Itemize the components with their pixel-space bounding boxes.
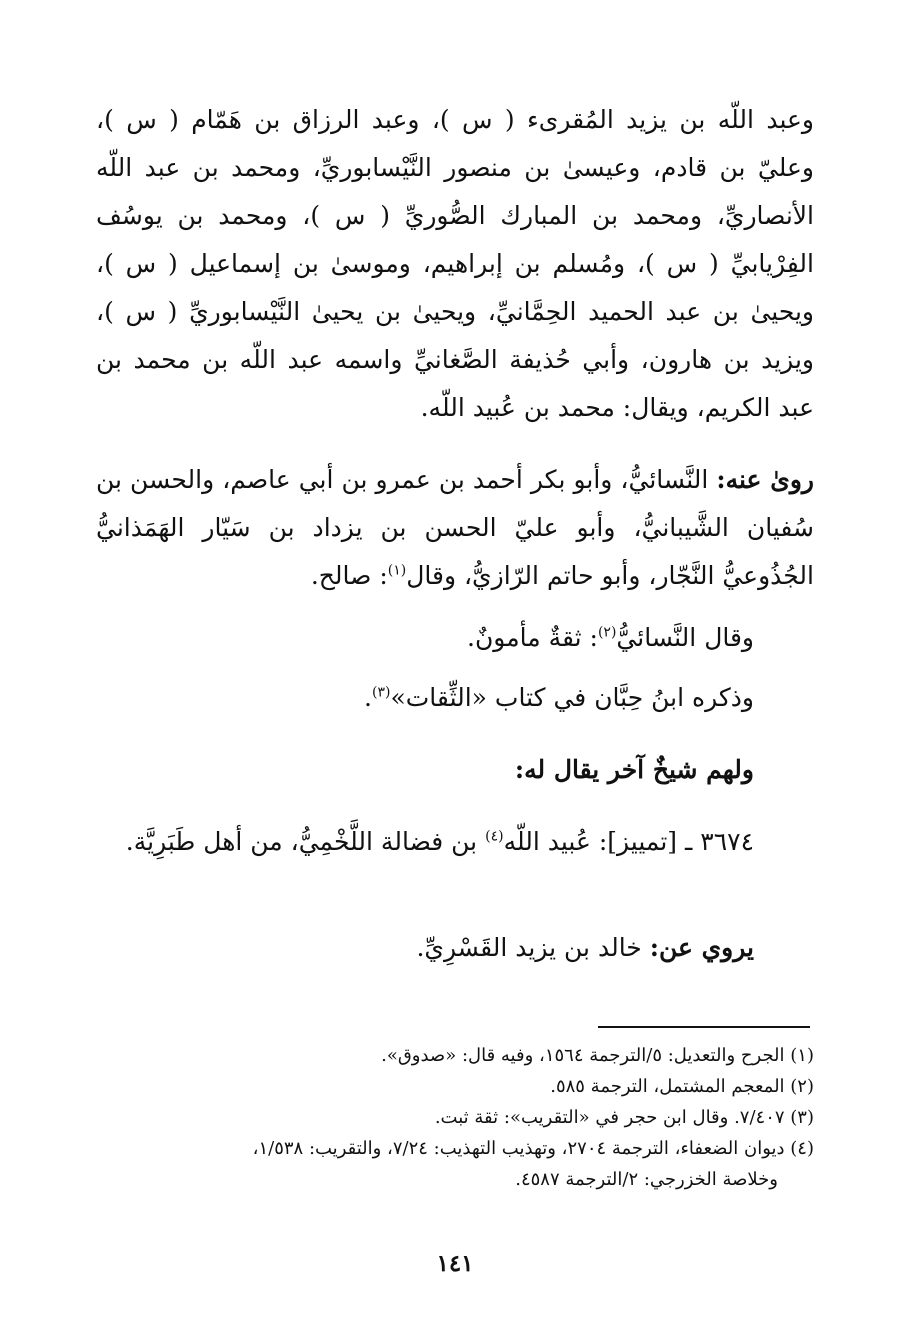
footnote-4: (٤) ديوان الضعفاء، الترجمة ٢٧٠٤، وتهذيب التهذيب: ٧/٢٤، والتقريب: ١/٥٣٨، [252, 1138, 814, 1159]
nasai-statement [96, 614, 814, 662]
narrators-label: روىٰ عنه: [716, 465, 814, 494]
paragraph-narrators [96, 456, 814, 600]
footnote-ref-1[interactable]: (١) [387, 562, 407, 579]
footnote-ref-2[interactable]: (٢) [597, 624, 617, 641]
hibban-text-end: . [364, 683, 372, 712]
page-number: ١٤١ [436, 1250, 474, 1277]
section-heading [96, 746, 814, 794]
yarwi-text: خالد بن يزيد القَسْرِيِّ. [416, 933, 650, 962]
section-heading-text: ولهم شيخٌ آخر يقال له: [514, 755, 754, 784]
hibban-text: وذكره ابنُ حِبَّان في كتاب «الثِّقات» [390, 683, 754, 712]
footnote-4-continued: وخلاصة الخزرجي: ٢/الترجمة ٤٥٨٧. [515, 1169, 778, 1190]
footnote-1: (١) الجرح والتعديل: ٥/الترجمة ١٥٦٤، وفيه قال: «صدوق». [381, 1045, 814, 1066]
hibban-statement [96, 674, 814, 722]
narrators-text-end: : صالح. [310, 561, 388, 590]
footnote-ref-4[interactable]: (٤) [485, 828, 504, 845]
nasai-text-end: : ثقةٌ مأمونٌ. [467, 623, 598, 652]
footnote-3: (٣) ٧/٤٠٧. وقال ابن حجر في «التقريب»: ثقة ثبت. [434, 1107, 814, 1128]
nasai-text: وقال النَّسائيُّ [616, 623, 754, 652]
footnote-ref-3[interactable]: (٣) [372, 684, 391, 701]
paragraph-teachers-text: وعبد اللّه بن يزيد المُقرىء ( س )، وعبد الرزاق بن هَمّام ( س )، وعليّ بن قادم، وعيسىٰ بن منصور النَّيْسابوريِّ، ومحمد بن عبد اللّه الأنصاريِّ، ومحمد بن المبارك الصُّوريِّ ( س )، ومحمد بن يوسُف الفِرْيابيِّ ( س )، ومُسلم بن إبراهيم، وموسىٰ بن إسماعيل ( س )، ويحيىٰ بن عبد الحميد الحِمَّانيِّ، ويحيىٰ بن يحيىٰ النَّيْسابوريِّ ( س )، ويزيد بن هارون، وأبي حُذيفة الصَّغانيِّ واسمه عبد اللّه بن محمد بن عبد الكريم، ويقال: محمد بن عُبيد اللّه. [96, 105, 814, 422]
yarwi-statement [96, 924, 814, 972]
narrators-text: النَّسائيُّ، وأبو بكر أحمد بن عمرو بن أبي عاصم، والحسن بن سُفيان الشَّيبانيُّ، وأبو عليّ الحسن بن يزداد بن سَيّار الهَمَذانيُّ الجُذُوعيُّ النَّجّار، وأبو حاتم الرّازيُّ، وقال [96, 465, 814, 590]
entry-text-end: بن فضالة اللَّخْمِيُّ، من أهل طَبَرِيَّة. [125, 827, 486, 856]
paragraph-teachers [96, 96, 814, 432]
entry-number: ٣٦٧٤ [700, 827, 754, 856]
yarwi-label: يروي عن: [649, 933, 754, 962]
footnotes [96, 1040, 814, 1195]
footnote-2: (٢) المعجم المشتمل، الترجمة ٥٨٥. [550, 1076, 814, 1097]
entry-3674 [96, 818, 814, 866]
entry-text: ـ [تمييز]: عُبيد اللّه [503, 827, 701, 856]
footnote-divider [598, 1026, 810, 1028]
